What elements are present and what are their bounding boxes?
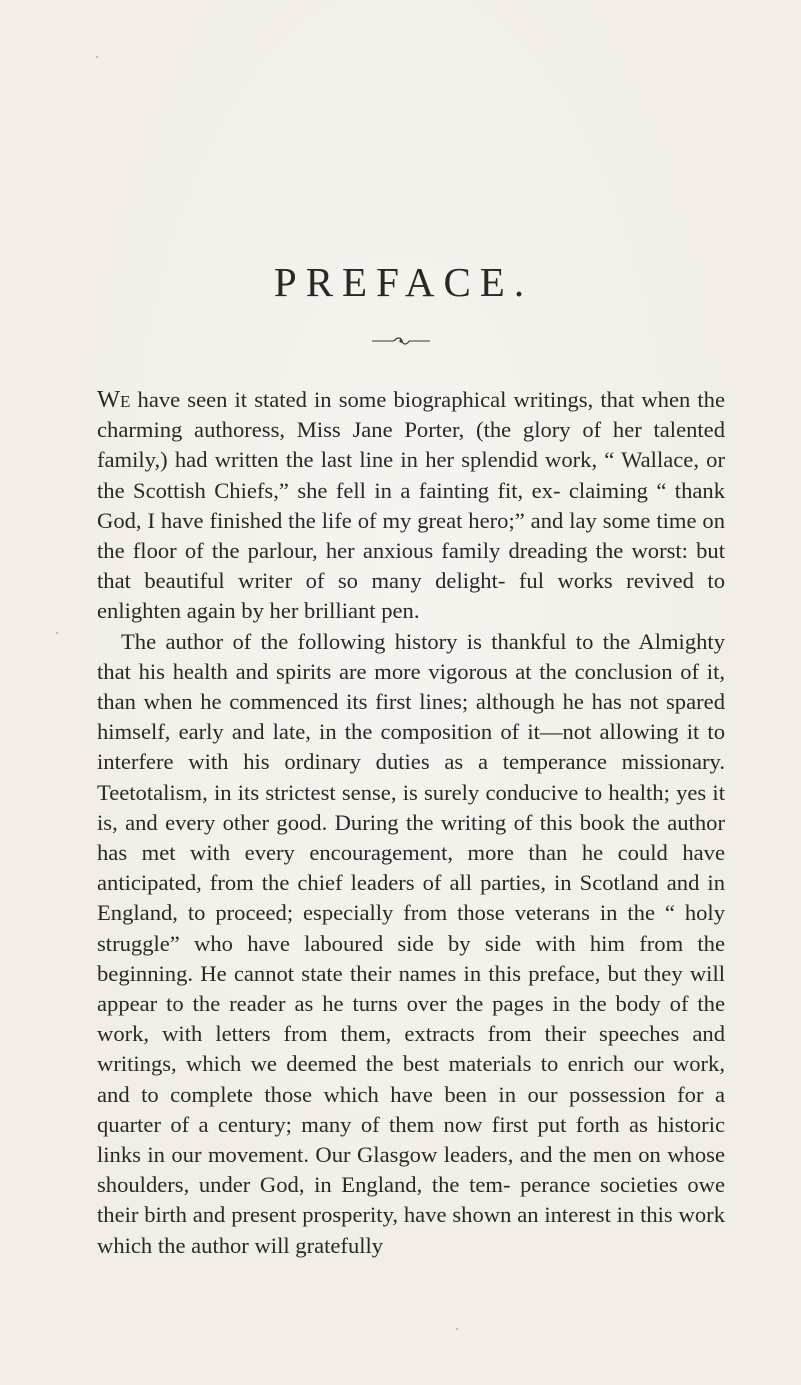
paper-speck	[96, 56, 98, 58]
paper-speck	[56, 632, 58, 634]
ornament-rule-icon	[372, 335, 430, 347]
lead-word: We	[97, 386, 131, 413]
preface-body	[97, 385, 725, 1261]
paragraph-text: have seen it stated in some biographical writings, that when the charming authoress, Miss Jane Porter, (the glory of her talented family,) had written the last line in her splendid work, “ Wallace, or the Scottish Chiefs,” she fell in a fainting fit, ex- claiming “ thank God, I have finished the life of my great hero;” and lay some time on the floor of the parlour, her anxious family dreading the worst: but that beautiful writer of so many delight- ful works revived to enlighten again by her brilliant pen.	[97, 387, 725, 624]
paper-speck	[456, 1328, 458, 1330]
paragraph: The author of the following history is thankful to the Almighty that his health and spirits are more vigorous at the conclusion of it, than when he commenced its first lines; although he has not spared himself, early and late, in the composition of it—not allowing it to interfere with his ordinary duties as a temperance missionary. Teetotalism, in its strictest sense, is surely conducive to health; yes it is, and every other good. During the writing of this book the author has met with every encouragement, more than he could have anticipated, from the chief leaders of all parties, in Scotland and in England, to proceed; especially from those veterans in the “ holy struggle” who have laboured side by side with him from the beginning. He cannot state their names in this preface, but they will appear to the reader as he turns over the pages in the body of the work, with letters from them, extracts from their speeches and writings, which we deemed the best materials to enrich our work, and to complete those which have been in our possession for a quarter of a century; many of them now first put forth as historic links in our movement. Our Glasgow leaders, and the men on whose shoulders, under God, in England, the tem- perance societies owe their birth and present prosperity, have shown an interest in this work which the author will gratefully	[97, 628, 725, 1258]
paragraph	[97, 385, 725, 627]
page-title: PREFACE.	[273, 259, 534, 305]
